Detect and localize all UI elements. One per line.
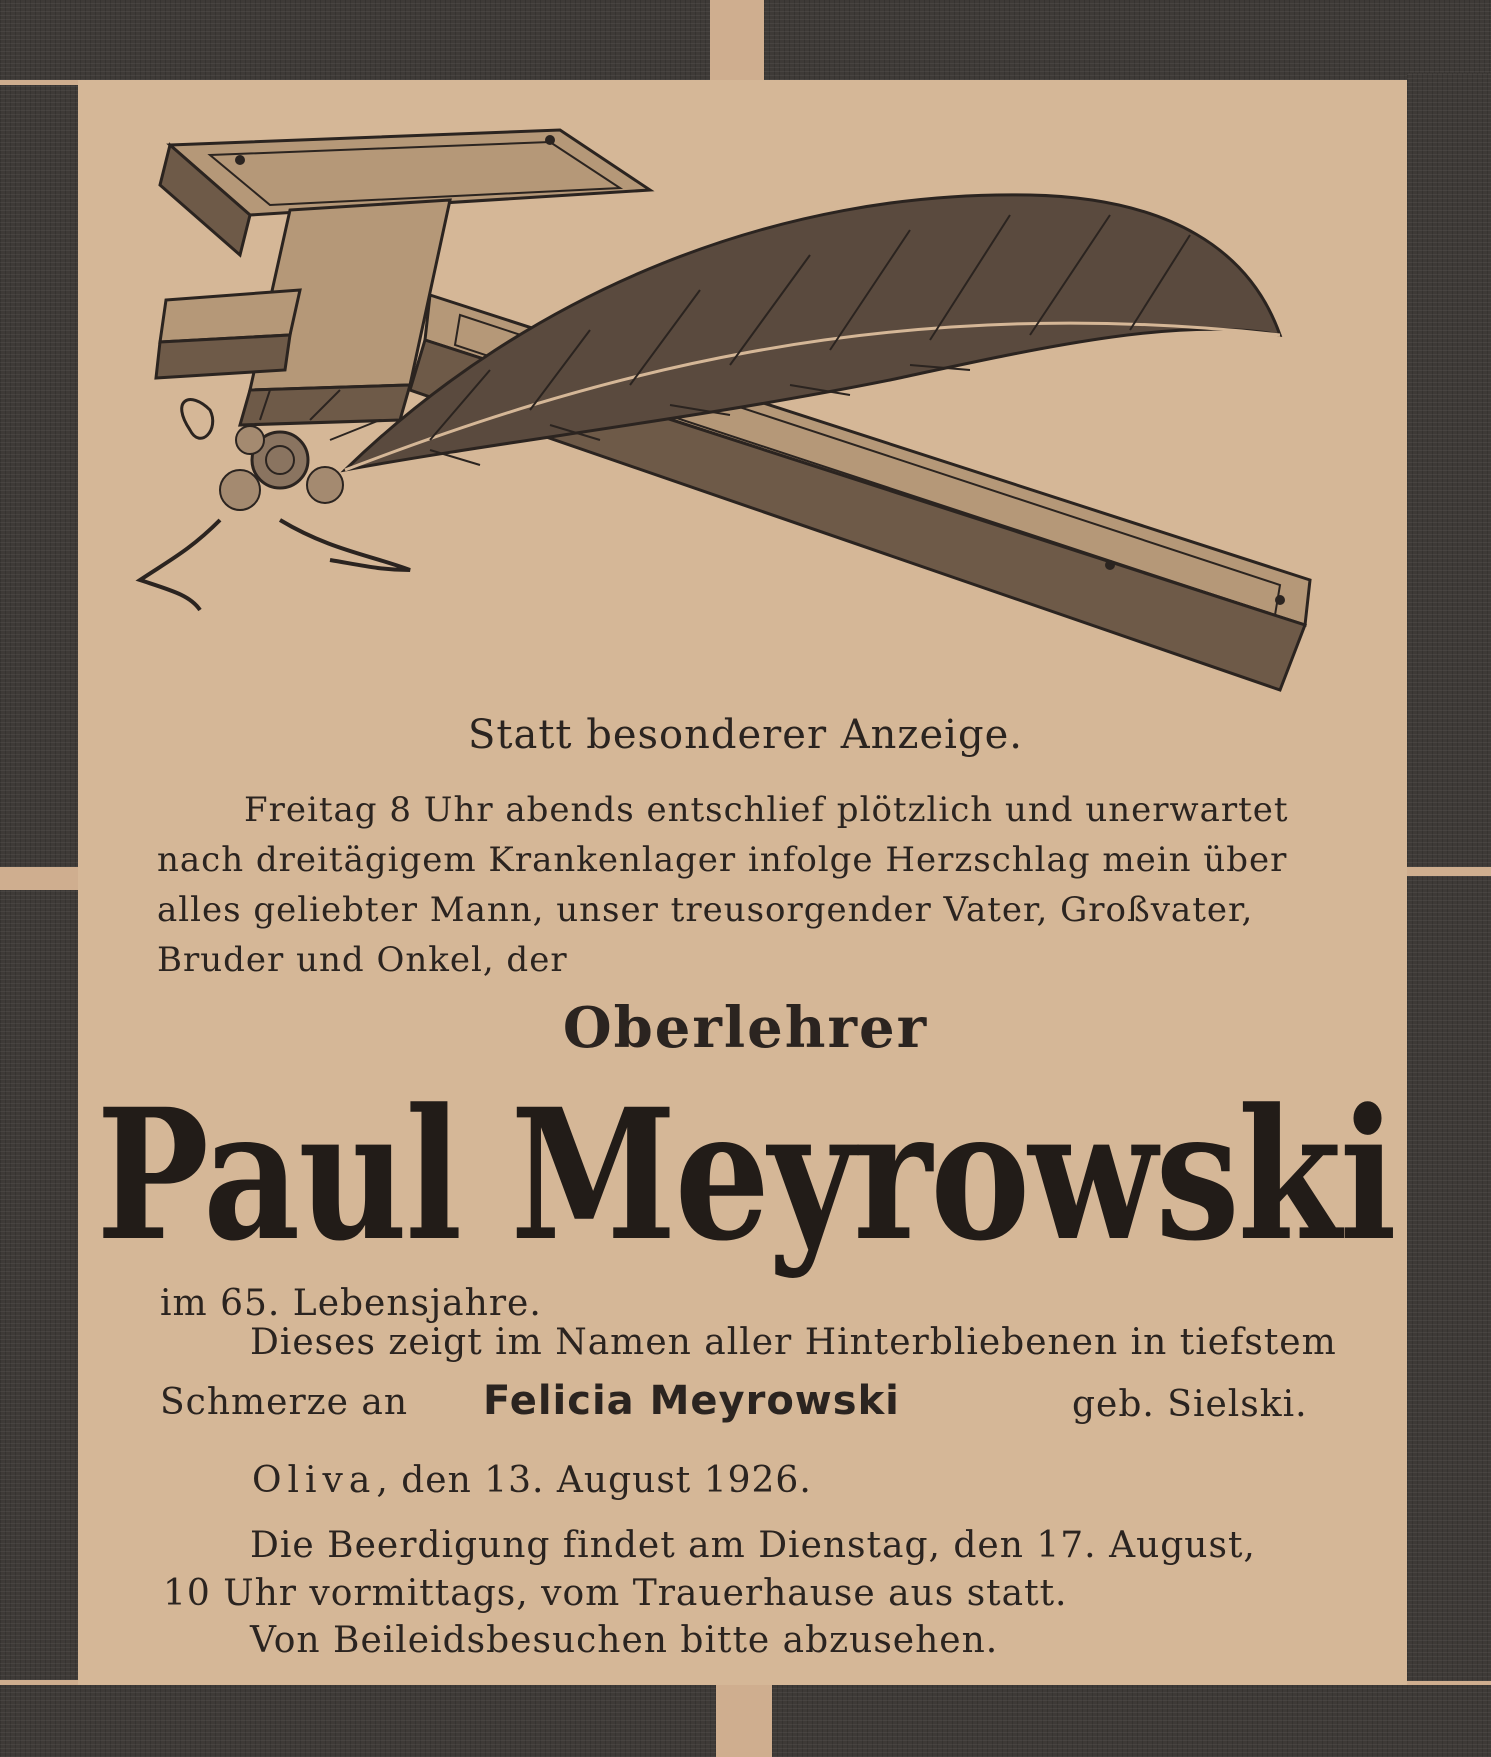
body-line-3: alles geliebter Mann, unser treusorgender Vater, Großvater,	[157, 890, 1254, 930]
border-bottom-left	[0, 1685, 716, 1757]
date: , den 13. August 1926.	[376, 1460, 812, 1501]
widow-name: Felicia Meyrowski	[483, 1378, 900, 1424]
widow-maiden-name: geb. Sielski.	[1072, 1384, 1308, 1425]
deceased-title: Oberlehrer	[562, 995, 929, 1061]
announce-line-2: Schmerze an	[160, 1382, 409, 1423]
border-bottom-right	[772, 1685, 1491, 1757]
burial-line-3: Von Beileidsbesuchen bitte abzusehen.	[250, 1620, 999, 1661]
place-date-line	[252, 1460, 812, 1501]
burial-line-1: Die Beerdigung findet am Dienstag, den 17. August,	[250, 1525, 1256, 1566]
burial-line-2: 10 Uhr vormittags, vom Trauerhause aus statt.	[163, 1573, 1068, 1614]
body-line-1: Freitag 8 Uhr abends entschlief plötzlich und unerwartet	[244, 790, 1289, 830]
body-line-4: Bruder und Onkel, der	[157, 940, 568, 980]
announce-line-1: Dieses zeigt im Namen aller Hinterbliebenen in tiefstem	[250, 1322, 1337, 1363]
age-line: im 65. Lebensjahre.	[160, 1283, 542, 1324]
border-top-left	[0, 0, 710, 80]
cross-feather-illustration	[130, 120, 1360, 700]
deceased-name: Paul Meyrowski	[96, 1070, 1395, 1282]
border-top-right	[764, 0, 1491, 80]
place-name: Oliva	[252, 1460, 377, 1501]
body-line-2: nach dreitägigem Krankenlager infolge Herzschlag mein über	[157, 840, 1288, 880]
notice-heading: Statt besonderer Anzeige.	[468, 712, 1023, 758]
